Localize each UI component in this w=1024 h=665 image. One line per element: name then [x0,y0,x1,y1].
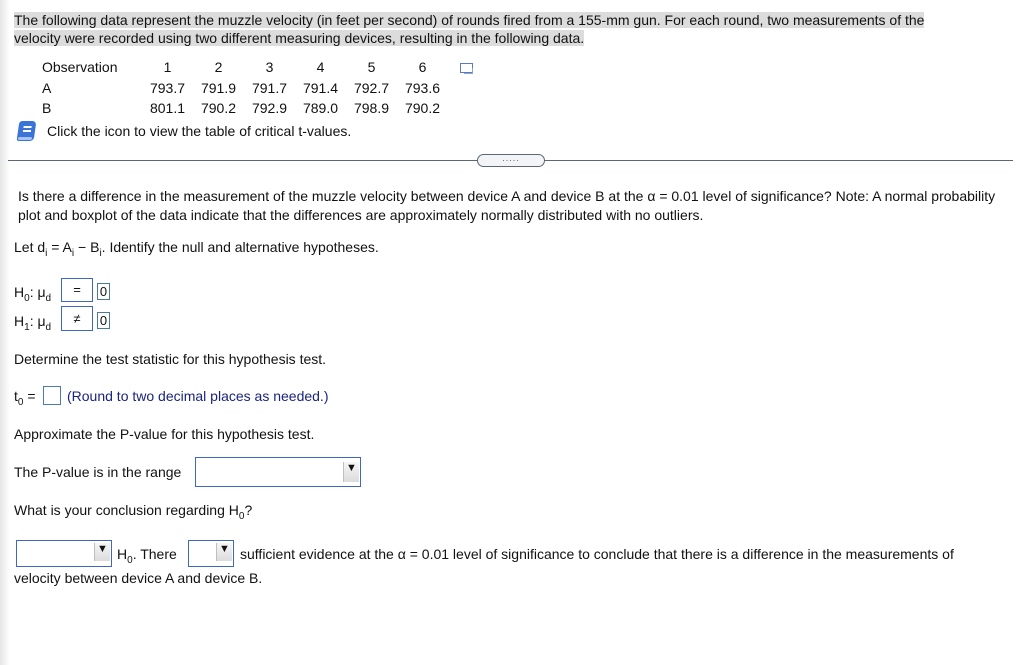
h1-value-field[interactable]: 0 [97,312,110,329]
pvalue-label: The P-value is in the range [14,464,182,480]
table-cell: 793.7 [149,79,186,96]
table-cell: 801.1 [149,100,186,117]
book-icon[interactable] [17,121,37,141]
h0-value-field[interactable]: 0 [97,283,110,300]
pvalue-prompt: Approximate the P-value for this hypothesis test. [14,426,315,442]
table-col-header: 2 [214,59,223,76]
t0-input[interactable] [43,386,61,405]
pvalue-range-select[interactable] [195,457,361,487]
popout-table-icon[interactable] [460,63,473,73]
table-col-header: 3 [265,59,274,76]
table-col-header: 1 [163,59,172,76]
expand-button[interactable]: ..... [477,154,545,167]
h1-operator-select[interactable]: ≠ [61,306,93,331]
evidence-select[interactable] [188,540,234,567]
table-col-header: 4 [316,59,325,76]
table-cell: 792.7 [353,79,390,96]
table-cell: 793.6 [404,79,441,96]
question-text: Is there a difference in the measurement of the muzzle velocity between device A and device B at the α = 0.01 level of significance? Note: A normal probability plot and boxplot of the data indicate that the differences are approximately normally distributed with no outliers. [18,188,996,223]
h1-label: $H_1$: $\mu_d$ [14,313,52,333]
table-cell: 791.4 [302,79,339,96]
let-definition: Let $d_i = A_i - B_i$. Identify the null and alternative hypotheses. [14,239,379,259]
conclusion-text: sufficient evidence at the α = 0.01 level of significance to conclude that there is a difference in the measurements of [240,546,954,562]
table-col-header: 6 [418,59,427,76]
table-cell: 798.9 [353,100,390,117]
table-cell: 791.9 [200,79,237,96]
t0-label: $t_0$ = [14,388,36,408]
table-cell: 792.9 [251,100,288,117]
chevron-down-icon[interactable]: ▼ [94,543,110,561]
table-row [38,98,473,119]
decision-select[interactable] [16,540,112,567]
h0-label: $H_0$: $\mu_d$ [14,284,52,304]
table-cell: 791.7 [251,79,288,96]
table-header-row [38,57,473,78]
h0-text: $H_0$. There [117,546,177,566]
row-label: A [42,79,52,96]
table-cell: 790.2 [404,100,441,117]
chevron-down-icon[interactable]: ▼ [216,543,232,561]
conclusion-text-line2: velocity between device A and device B. [14,570,263,586]
table-col-header: 5 [367,59,376,76]
table-row [38,78,473,99]
h0-operator-select[interactable]: = [61,278,93,302]
data-table [38,57,473,119]
test-statistic-prompt: Determine the test statistic for this hypothesis test. [14,351,327,367]
chevron-down-icon[interactable]: ▼ [343,462,359,482]
critical-values-text: Click the icon to view the table of critical t-values. [47,123,352,139]
conclusion-prompt: What is your conclusion regarding $H_0$? [14,502,253,522]
problem-intro: The following data represent the muzzle velocity (in feet per second) of rounds fired from a 155-mm gun. For each round, two measurements of the velocity were recorded using two different measuring devices, resulting in the following data. [14,12,925,46]
page-edge-shadow [0,0,10,665]
table-cell: 789.0 [302,100,339,117]
table-cell: 790.2 [200,100,237,117]
table-header-label: Observation [42,59,118,76]
rounding-hint: (Round to two decimal places as needed.) [67,388,329,404]
row-label: B [42,100,52,117]
